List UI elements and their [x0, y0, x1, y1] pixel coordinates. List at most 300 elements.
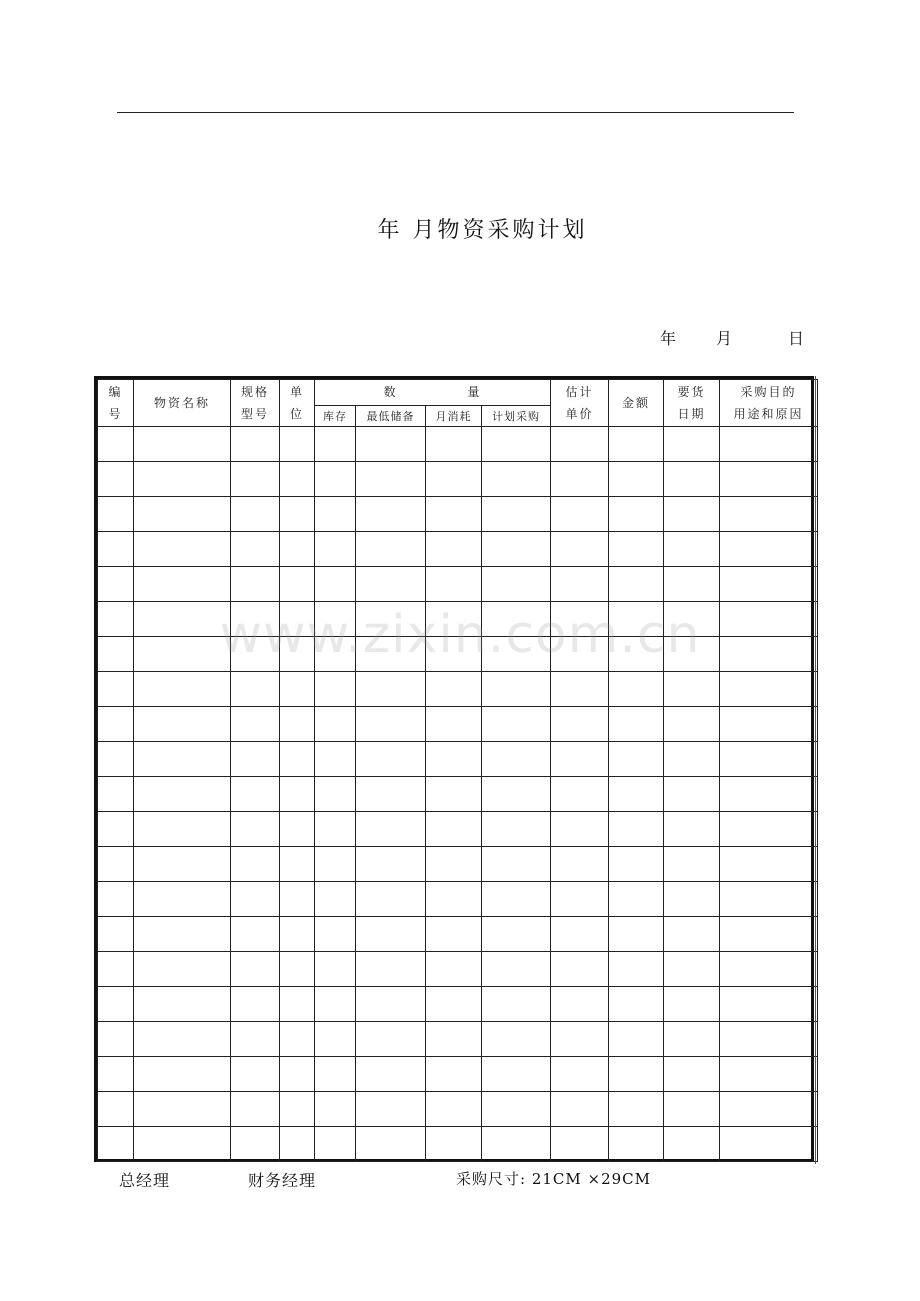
table-cell[interactable]: [609, 497, 664, 532]
table-cell[interactable]: [98, 602, 134, 637]
col-header-unit: [280, 380, 315, 427]
table-cell[interactable]: [134, 462, 231, 497]
table-cell[interactable]: [231, 742, 280, 777]
table-cell[interactable]: [426, 882, 482, 917]
table-cell[interactable]: [356, 812, 426, 847]
table-cell[interactable]: [720, 1057, 818, 1092]
table-cell[interactable]: [280, 847, 315, 882]
table-cell[interactable]: [720, 777, 818, 812]
table-cell[interactable]: [315, 812, 356, 847]
table-cell[interactable]: [315, 987, 356, 1022]
date-day-label: 日: [788, 329, 805, 348]
table-cell[interactable]: [720, 462, 818, 497]
table-cell[interactable]: [664, 917, 720, 952]
table-cell[interactable]: [609, 427, 664, 462]
table-cell[interactable]: [356, 532, 426, 567]
table-row: [98, 462, 818, 497]
table-cell[interactable]: [134, 1092, 231, 1127]
table-cell[interactable]: [426, 742, 482, 777]
table-cell[interactable]: [315, 672, 356, 707]
table-cell[interactable]: [426, 567, 482, 602]
table-cell[interactable]: [356, 1022, 426, 1057]
col-header-date-top: 要货: [677, 385, 706, 399]
table-cell[interactable]: [231, 462, 280, 497]
table-cell[interactable]: [356, 847, 426, 882]
table-cell[interactable]: [609, 777, 664, 812]
table-cell[interactable]: [426, 532, 482, 567]
table-cell[interactable]: [356, 1127, 426, 1162]
table-cell[interactable]: [98, 497, 134, 532]
table-cell[interactable]: [426, 672, 482, 707]
table-cell[interactable]: [280, 1127, 315, 1162]
table-cell[interactable]: [231, 1022, 280, 1057]
table-cell[interactable]: [98, 847, 134, 882]
table-cell[interactable]: [664, 1057, 720, 1092]
table-cell[interactable]: [356, 987, 426, 1022]
table-cell[interactable]: [551, 917, 609, 952]
table-cell[interactable]: [426, 637, 482, 672]
col-header-unit-top: 单: [289, 385, 304, 399]
table-row: [98, 532, 818, 567]
table-cell[interactable]: [280, 462, 315, 497]
table-cell[interactable]: [720, 882, 818, 917]
table-cell[interactable]: [720, 987, 818, 1022]
table-cell[interactable]: [134, 707, 231, 742]
table-cell[interactable]: [609, 672, 664, 707]
table-cell[interactable]: [134, 532, 231, 567]
table-cell[interactable]: [551, 847, 609, 882]
table-cell[interactable]: [315, 462, 356, 497]
col-header-purpose-bottom: 用途和原因: [733, 407, 804, 421]
table-cell[interactable]: [426, 462, 482, 497]
table-cell[interactable]: [98, 1022, 134, 1057]
table-cell[interactable]: [720, 672, 818, 707]
table-cell[interactable]: [134, 427, 231, 462]
table-cell[interactable]: [280, 917, 315, 952]
date-year-label: 年: [660, 329, 677, 348]
table-cell[interactable]: [664, 707, 720, 742]
table-cell[interactable]: [426, 497, 482, 532]
table-cell[interactable]: [664, 1092, 720, 1127]
table-cell[interactable]: [356, 672, 426, 707]
table-cell[interactable]: [720, 1092, 818, 1127]
table-cell[interactable]: [720, 952, 818, 987]
table-cell[interactable]: [720, 1127, 818, 1162]
table-cell[interactable]: [482, 1022, 551, 1057]
table-cell[interactable]: [551, 462, 609, 497]
table-cell[interactable]: [609, 532, 664, 567]
table-cell[interactable]: [356, 952, 426, 987]
table-cell[interactable]: [315, 952, 356, 987]
table-cell[interactable]: [482, 777, 551, 812]
table-cell[interactable]: [482, 917, 551, 952]
table-cell[interactable]: [231, 847, 280, 882]
table-cell[interactable]: [98, 882, 134, 917]
table-cell[interactable]: [609, 742, 664, 777]
table-cell[interactable]: [482, 567, 551, 602]
table-cell[interactable]: [664, 812, 720, 847]
table-cell[interactable]: [426, 847, 482, 882]
table-cell[interactable]: [315, 567, 356, 602]
table-cell[interactable]: [231, 497, 280, 532]
table-cell[interactable]: [134, 497, 231, 532]
table-cell[interactable]: [280, 1022, 315, 1057]
table-cell[interactable]: [280, 427, 315, 462]
table-cell[interactable]: [551, 812, 609, 847]
table-cell[interactable]: [280, 532, 315, 567]
finance-manager-label: 财务经理: [248, 1171, 317, 1190]
table-cell[interactable]: [609, 1092, 664, 1127]
table-cell[interactable]: [664, 497, 720, 532]
table-cell[interactable]: [98, 1057, 134, 1092]
table-cell[interactable]: [231, 672, 280, 707]
table-cell[interactable]: [426, 917, 482, 952]
table-cell[interactable]: [482, 1127, 551, 1162]
date-line: [660, 326, 805, 348]
table-cell[interactable]: [280, 952, 315, 987]
table-cell[interactable]: [720, 602, 818, 637]
table-cell[interactable]: [98, 672, 134, 707]
table-row: [98, 567, 818, 602]
table-cell[interactable]: [482, 707, 551, 742]
table-row: [98, 882, 818, 917]
table-row: [98, 602, 818, 637]
table-cell[interactable]: [315, 742, 356, 777]
col-header-stock: 库存: [315, 406, 356, 427]
table-cell[interactable]: [315, 427, 356, 462]
table-cell[interactable]: [356, 602, 426, 637]
table-cell[interactable]: [98, 777, 134, 812]
col-header-price-top: 估计: [565, 385, 594, 399]
col-header-min-reserve: 最低储备: [356, 406, 426, 427]
table-cell[interactable]: [609, 567, 664, 602]
table-cell[interactable]: [98, 462, 134, 497]
table-cell[interactable]: [231, 917, 280, 952]
table-cell[interactable]: [98, 1127, 134, 1162]
table-row: [98, 637, 818, 672]
table-cell[interactable]: [664, 672, 720, 707]
table-cell[interactable]: [664, 427, 720, 462]
col-header-price: [551, 380, 609, 427]
table-row: [98, 952, 818, 987]
purchase-plan-table-frame: [94, 376, 814, 1162]
table-cell[interactable]: [280, 672, 315, 707]
table-cell[interactable]: [280, 1057, 315, 1092]
table-row: [98, 1092, 818, 1127]
table-cell[interactable]: [609, 882, 664, 917]
table-cell[interactable]: [551, 952, 609, 987]
table-cell[interactable]: [134, 882, 231, 917]
table-cell[interactable]: [356, 707, 426, 742]
table-cell[interactable]: [664, 1127, 720, 1162]
table-cell[interactable]: [482, 847, 551, 882]
table-cell[interactable]: [720, 637, 818, 672]
table-cell[interactable]: [482, 462, 551, 497]
col-header-quantity: 数 量: [315, 380, 551, 406]
table-cell[interactable]: [609, 1022, 664, 1057]
table-cell[interactable]: [98, 812, 134, 847]
table-row: [98, 427, 818, 462]
col-header-spec-top: 规格: [240, 385, 269, 399]
table-cell[interactable]: [609, 952, 664, 987]
table-cell[interactable]: [609, 812, 664, 847]
table-cell[interactable]: [426, 1092, 482, 1127]
table-cell[interactable]: [134, 672, 231, 707]
table-cell[interactable]: [426, 1022, 482, 1057]
table-cell[interactable]: [315, 882, 356, 917]
table-cell[interactable]: [551, 777, 609, 812]
table-cell[interactable]: [664, 462, 720, 497]
table-cell[interactable]: [426, 777, 482, 812]
table-cell[interactable]: [482, 882, 551, 917]
table-cell[interactable]: [482, 1057, 551, 1092]
table-cell[interactable]: [609, 987, 664, 1022]
table-cell[interactable]: [134, 777, 231, 812]
table-cell[interactable]: [426, 812, 482, 847]
table-cell[interactable]: [720, 427, 818, 462]
table-cell[interactable]: [551, 987, 609, 1022]
table-cell[interactable]: [315, 847, 356, 882]
table-cell[interactable]: [664, 1022, 720, 1057]
table-row: [98, 497, 818, 532]
table-cell[interactable]: [134, 742, 231, 777]
table-row: [98, 672, 818, 707]
table-cell[interactable]: [482, 602, 551, 637]
table-cell[interactable]: [315, 1022, 356, 1057]
table-cell[interactable]: [134, 567, 231, 602]
table-cell[interactable]: [280, 777, 315, 812]
table-cell[interactable]: [280, 812, 315, 847]
table-cell[interactable]: [664, 847, 720, 882]
table-cell[interactable]: [231, 637, 280, 672]
table-cell[interactable]: [134, 812, 231, 847]
table-cell[interactable]: [231, 987, 280, 1022]
col-header-spec: [231, 380, 280, 427]
table-cell[interactable]: [134, 952, 231, 987]
table-cell[interactable]: [551, 567, 609, 602]
table-cell[interactable]: [134, 1022, 231, 1057]
table-cell[interactable]: [664, 987, 720, 1022]
table-cell[interactable]: [315, 637, 356, 672]
table-row: [98, 847, 818, 882]
table-cell[interactable]: [231, 567, 280, 602]
table-cell[interactable]: [98, 707, 134, 742]
table-cell[interactable]: [664, 742, 720, 777]
table-cell[interactable]: [356, 917, 426, 952]
table-cell[interactable]: [609, 917, 664, 952]
table-cell[interactable]: [482, 637, 551, 672]
table-cell[interactable]: [98, 427, 134, 462]
general-manager-label: 总经理: [119, 1171, 171, 1190]
table-cell[interactable]: [609, 1127, 664, 1162]
table-cell[interactable]: [231, 602, 280, 637]
table-cell[interactable]: [315, 1092, 356, 1127]
table-cell[interactable]: [426, 952, 482, 987]
table-cell[interactable]: [551, 532, 609, 567]
col-header-unit-bottom: 位: [289, 407, 304, 421]
table-cell[interactable]: [482, 987, 551, 1022]
table-row: [98, 987, 818, 1022]
table-cell[interactable]: [98, 952, 134, 987]
table-cell[interactable]: [551, 602, 609, 637]
signature-footer: [0, 1168, 920, 1192]
table-cell[interactable]: [280, 707, 315, 742]
table-cell[interactable]: [356, 1092, 426, 1127]
table-cell[interactable]: [315, 497, 356, 532]
table-cell[interactable]: [720, 707, 818, 742]
table-cell[interactable]: [280, 602, 315, 637]
table-cell[interactable]: [482, 952, 551, 987]
table-cell[interactable]: [720, 567, 818, 602]
table-cell[interactable]: [482, 497, 551, 532]
table-cell[interactable]: [609, 602, 664, 637]
table-cell[interactable]: [551, 672, 609, 707]
table-cell[interactable]: [664, 602, 720, 637]
table-row: [98, 1127, 818, 1162]
table-cell[interactable]: [315, 602, 356, 637]
table-cell[interactable]: [231, 882, 280, 917]
table-cell[interactable]: [426, 1057, 482, 1092]
table-cell[interactable]: [482, 812, 551, 847]
col-header-date-bottom: 日期: [677, 407, 706, 421]
table-cell[interactable]: [720, 742, 818, 777]
table-cell[interactable]: [315, 707, 356, 742]
size-note: 采购尺寸: 21CM ×29CM: [456, 1170, 652, 1188]
table-cell[interactable]: [609, 847, 664, 882]
table-cell[interactable]: [98, 742, 134, 777]
table-cell[interactable]: [482, 532, 551, 567]
table-cell[interactable]: [231, 777, 280, 812]
table-cell[interactable]: [609, 1057, 664, 1092]
table-cell[interactable]: [426, 1127, 482, 1162]
table-cell[interactable]: [98, 567, 134, 602]
table-cell[interactable]: [426, 707, 482, 742]
col-header-price-bottom: 单价: [565, 407, 594, 421]
table-cell[interactable]: [551, 497, 609, 532]
table-row: [98, 1057, 818, 1092]
table-cell[interactable]: [280, 567, 315, 602]
table-cell[interactable]: [426, 602, 482, 637]
table-cell[interactable]: [356, 462, 426, 497]
table-row: [98, 1022, 818, 1057]
table-cell[interactable]: [720, 497, 818, 532]
table-cell[interactable]: [134, 637, 231, 672]
table-cell[interactable]: [231, 1057, 280, 1092]
table-cell[interactable]: [664, 882, 720, 917]
table-cell[interactable]: [231, 952, 280, 987]
table-cell[interactable]: [280, 637, 315, 672]
table-cell[interactable]: [98, 987, 134, 1022]
table-cell[interactable]: [356, 497, 426, 532]
table-cell[interactable]: [664, 567, 720, 602]
table-row: [98, 777, 818, 812]
purchase-plan-table: [97, 379, 818, 1162]
table-cell[interactable]: [482, 1092, 551, 1127]
table-cell[interactable]: [664, 637, 720, 672]
table-cell[interactable]: [280, 497, 315, 532]
table-cell[interactable]: [551, 882, 609, 917]
table-cell[interactable]: [356, 427, 426, 462]
table-cell[interactable]: [720, 917, 818, 952]
table-row: [98, 742, 818, 777]
table-cell[interactable]: [134, 847, 231, 882]
table-cell[interactable]: [231, 812, 280, 847]
table-cell[interactable]: [134, 602, 231, 637]
col-header-spec-bottom: 型号: [240, 407, 269, 421]
table-cell[interactable]: [134, 917, 231, 952]
col-header-no: [98, 380, 134, 427]
table-cell[interactable]: [482, 427, 551, 462]
table-cell[interactable]: [551, 742, 609, 777]
table-cell[interactable]: [720, 847, 818, 882]
table-cell[interactable]: [551, 1022, 609, 1057]
col-header-no-top: 编: [108, 385, 123, 399]
table-cell[interactable]: [664, 777, 720, 812]
table-cell[interactable]: [720, 1022, 818, 1057]
table-cell[interactable]: [551, 707, 609, 742]
table-cell[interactable]: [356, 1057, 426, 1092]
table-cell[interactable]: [356, 742, 426, 777]
table-cell[interactable]: [609, 707, 664, 742]
table-cell[interactable]: [231, 532, 280, 567]
table-cell[interactable]: [231, 1127, 280, 1162]
table-cell[interactable]: [280, 882, 315, 917]
table-cell[interactable]: [315, 1127, 356, 1162]
table-cell[interactable]: [231, 427, 280, 462]
table-cell[interactable]: [134, 987, 231, 1022]
table-cell[interactable]: [664, 532, 720, 567]
table-cell[interactable]: [315, 777, 356, 812]
table-cell[interactable]: [315, 1057, 356, 1092]
table-cell[interactable]: [609, 462, 664, 497]
table-cell[interactable]: [551, 637, 609, 672]
table-cell[interactable]: [98, 917, 134, 952]
table-cell[interactable]: [720, 812, 818, 847]
table-cell[interactable]: [664, 952, 720, 987]
table-cell[interactable]: [720, 532, 818, 567]
table-cell[interactable]: [98, 1092, 134, 1127]
table-cell[interactable]: [551, 427, 609, 462]
table-cell[interactable]: [426, 427, 482, 462]
table-cell[interactable]: [134, 1057, 231, 1092]
table-cell[interactable]: [356, 567, 426, 602]
table-cell[interactable]: [551, 1127, 609, 1162]
table-cell[interactable]: [482, 672, 551, 707]
table-cell[interactable]: [231, 1092, 280, 1127]
table-cell[interactable]: [280, 1092, 315, 1127]
table-cell[interactable]: [609, 637, 664, 672]
table-cell[interactable]: [280, 987, 315, 1022]
table-cell[interactable]: [551, 1092, 609, 1127]
table-cell[interactable]: [134, 1127, 231, 1162]
table-cell[interactable]: [231, 707, 280, 742]
table-cell[interactable]: [356, 777, 426, 812]
table-cell[interactable]: [98, 637, 134, 672]
table-cell[interactable]: [356, 882, 426, 917]
table-cell[interactable]: [280, 742, 315, 777]
table-cell[interactable]: [482, 742, 551, 777]
table-cell[interactable]: [551, 1057, 609, 1092]
table-cell[interactable]: [356, 637, 426, 672]
col-header-date: [664, 380, 720, 427]
table-cell[interactable]: [315, 532, 356, 567]
table-row: [98, 917, 818, 952]
table-cell[interactable]: [98, 532, 134, 567]
col-header-monthly-use: 月消耗: [426, 406, 482, 427]
table-cell[interactable]: [315, 917, 356, 952]
table-cell[interactable]: [426, 987, 482, 1022]
col-header-amount: 金额: [609, 380, 664, 427]
